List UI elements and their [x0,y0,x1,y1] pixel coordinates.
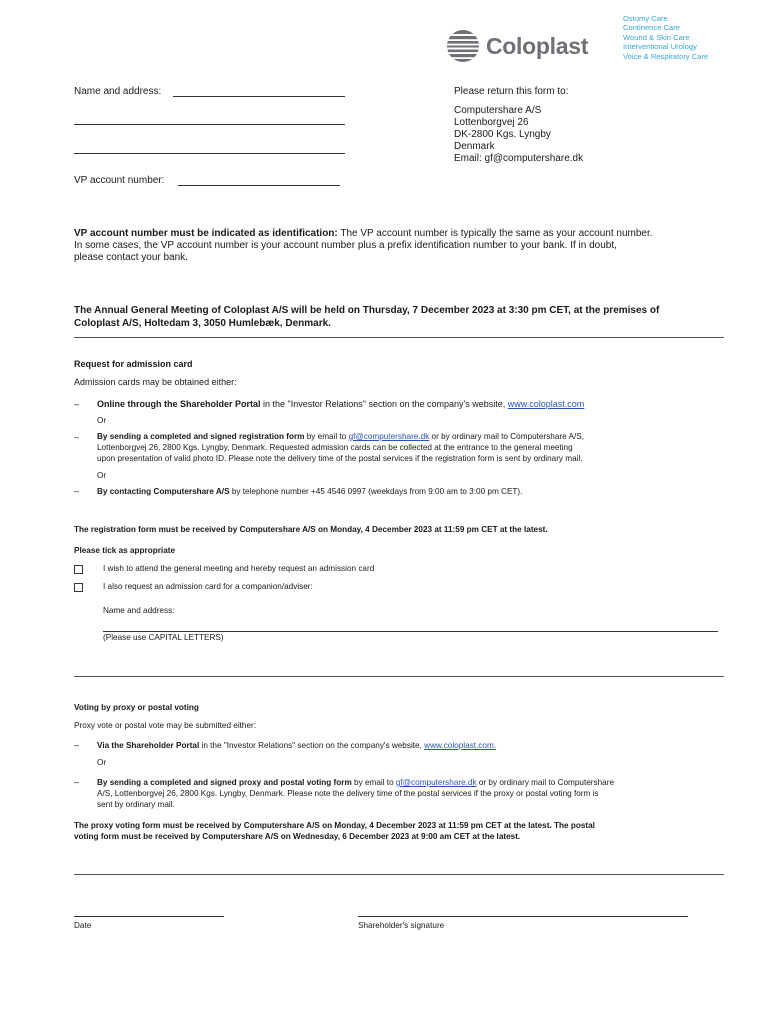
signature-field[interactable] [358,916,688,917]
vp-account-field[interactable] [178,185,340,186]
attend-checkbox-label: I wish to attend the general meeting and hereby request an admission card [103,564,375,573]
option-text: or by ordinary mail to Computershare A/S, [429,432,584,441]
bullet-dash: – [74,399,80,409]
voting-option-mail [97,778,614,789]
name-address-label: Name and address: [74,86,162,97]
voting-deadline-line: voting form must be received by Computershare A/S on Wednesday, 6 December 2023 at 9:00 am CET at the latest. [74,832,521,841]
option-text: by email to [304,432,349,441]
divider [74,676,724,677]
coloplast-wordmark: Coloplast [486,33,589,59]
voting-option-portal [97,741,496,752]
agm-notice: The Annual General Meeting of Coloplast A/S will be held on Thursday, 7 December 2023 at 3:30 pm CET, at the premises of [74,305,660,316]
date-label: Date [74,921,92,930]
option-text: in the "Investor Relations" section on the company's website, [199,741,425,750]
bullet-dash: – [74,432,80,442]
or-label: Or [97,416,107,425]
divider [74,337,724,338]
option-text: by email to [351,778,396,787]
name-address-field[interactable] [173,96,345,97]
admission-option-phone [97,487,522,498]
division-item: Voice & Respiratory Care [623,51,709,61]
option-bold: Via the Shareholder Portal [97,741,200,750]
companion-checkbox[interactable] [74,583,83,592]
return-address-line: DK-2800 Kgs. Lyngby [454,129,551,140]
coloplast-website-link[interactable]: www.coloplast.com. [424,741,497,750]
companion-name-label: Name and address: [103,606,175,615]
or-label: Or [97,758,107,767]
option-text-line: sent by ordinary mail. [97,800,175,809]
admission-intro: Admission cards may be obtained either: [74,377,237,387]
attend-checkbox[interactable] [74,565,83,574]
companion-name-field[interactable] [103,631,718,632]
computershare-email-link[interactable]: gf@computershare.dk [348,432,430,441]
division-item: Interventional Urology [623,42,697,52]
vp-note [74,228,653,240]
voting-heading: Voting by proxy or postal voting [74,703,199,712]
coloplast-logo-icon [446,30,480,62]
coloplast-logo [446,30,601,62]
admission-deadline: The registration form must be received by Computershare A/S on Monday, 4 December 2023 at 11:59 pm CET at the latest. [74,525,548,534]
bullet-dash: – [74,777,80,787]
voting-deadline: The proxy voting form must be received by Computershare A/S on Monday, 4 December 2023 at 11:59 pm CET at the latest. The postal [74,821,595,830]
divider [74,874,724,875]
or-label: Or [97,471,107,480]
return-address-line: Computershare A/S [454,105,542,116]
vp-note-line: In some cases, the VP account number is your account number plus a prefix identification number to your bank. If in doubt, [74,240,617,251]
option-text-line: Lottenborgvej 26, 2800 Kgs. Lyngby, Denmark. Requested admission cards can be collected at the entrance to the general meeting [97,443,573,452]
division-item: Continence Care [623,23,680,33]
bullet-dash: – [74,740,80,750]
admission-heading: Request for admission card [74,359,193,369]
admission-option-mail [97,432,584,443]
division-item: Wound & Skin Care [623,32,690,42]
companion-checkbox-label: I also request an admission card for a companion/adviser: [103,582,313,591]
return-email: Email: gf@computershare.dk [454,153,584,164]
vp-note-text: The VP account number is typically the same as your account number. [337,228,653,239]
date-field[interactable] [74,916,224,917]
return-heading: Please return this form to: [454,86,569,97]
coloplast-website-link[interactable]: www.coloplast.com [507,399,585,409]
division-item: Ostomy Care [623,14,668,23]
address-line-2-field[interactable] [74,124,345,125]
computershare-email-link[interactable]: gf@computershare.dk [395,778,477,787]
option-bold: By contacting Computershare A/S [97,487,230,496]
vp-note-bold: VP account number must be indicated as identification: [74,228,338,239]
return-address-line: Lottenborgvej 26 [454,117,529,128]
address-line-3-field[interactable] [74,153,345,154]
option-text-line: upon presentation of valid photo ID. Please note the delivery time of the postal services if the registration form is sent by ordinary mail. [97,454,583,463]
admission-option-portal [97,399,584,410]
bullet-dash: – [74,486,80,496]
option-bold: By sending a completed and signed proxy and postal voting form [97,778,352,787]
capital-letters-note: (Please use CAPITAL LETTERS) [103,633,224,642]
division-list [623,14,708,61]
return-address-line: Denmark [454,141,495,152]
option-text: or by ordinary mail to Computershare [476,778,615,787]
option-bold: By sending a completed and signed registration form [97,432,305,441]
voting-intro: Proxy vote or postal vote may be submitted either: [74,721,257,730]
tick-heading: Please tick as appropriate [74,546,176,555]
agm-notice-line: Coloplast A/S, Holtedam 3, 3050 Humlebæk, Denmark. [74,318,331,329]
vp-note-line: please contact your bank. [74,252,188,263]
option-text: in the "Investor Relations" section on the company's website, [260,399,508,409]
vp-account-label: VP account number: [74,175,165,186]
option-text: by telephone number +45 4546 0997 (weekdays from 9:00 am to 3:00 pm CET). [229,487,523,496]
option-text-line: A/S, Lottenborgvej 26, 2800 Kgs. Lyngby, Denmark. Please note the delivery time of the postal services if the proxy or postal voting form is [97,789,599,798]
signature-label: Shareholder's signature [358,921,445,930]
option-bold: Online through the Shareholder Portal [97,399,261,409]
